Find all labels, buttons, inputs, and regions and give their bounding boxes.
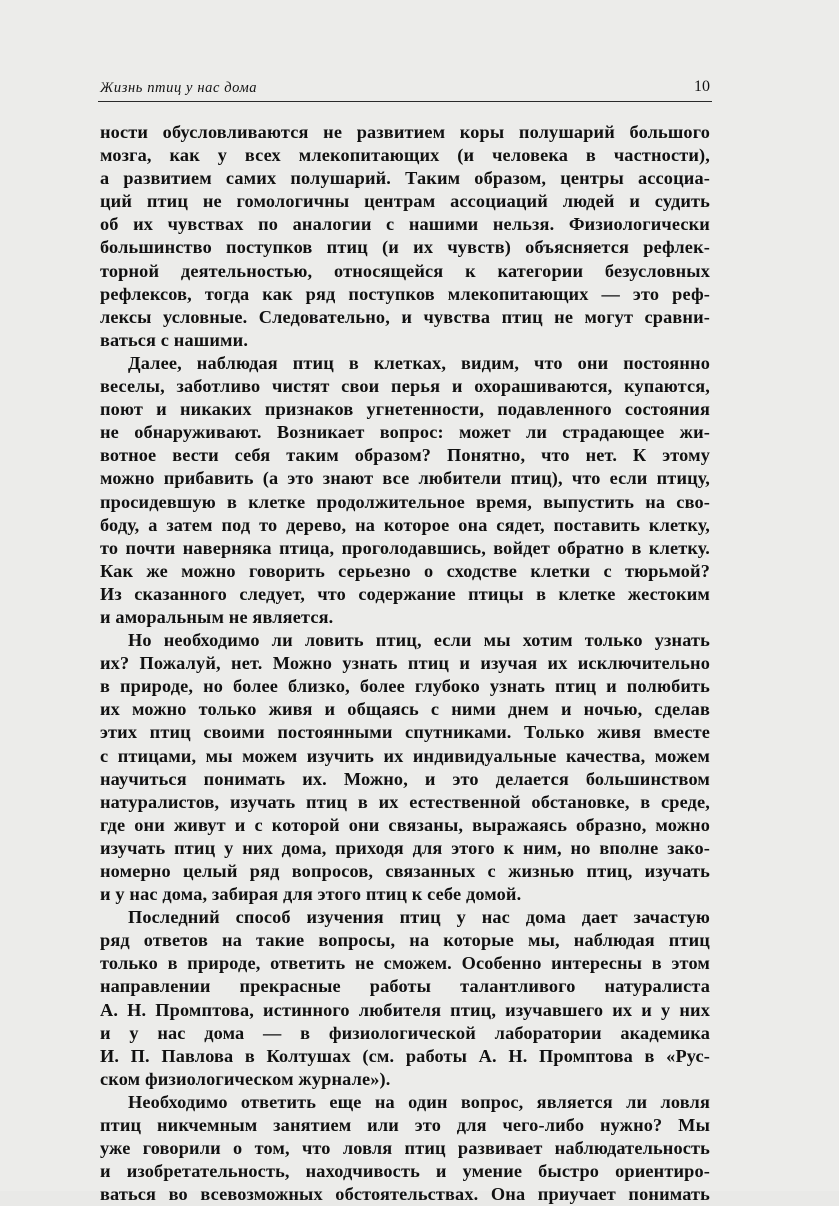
- paragraph-first-line: Но необходимо ли ловить птиц, если мы хотим только узнать: [128, 630, 710, 651]
- text-line: ском физиологическом журнале»).: [100, 1068, 391, 1089]
- text-line: вотное вести себя таким образом? Понятно, что нет. К этому: [100, 445, 710, 466]
- text-line: и у нас дома — в физиологической лаборатории академика: [100, 1022, 710, 1043]
- text-line: научиться понимать их. Можно, и это делается большинством: [100, 768, 710, 789]
- text-line: а развитием самих полушарий. Таким образом, центры ассоциа-: [100, 168, 710, 189]
- text-line: веселы, заботливо чистят свои перья и охорашиваются, купаются,: [100, 376, 710, 397]
- text-line: где они живут и с которой они связаны, выражаясь образно, можно: [100, 814, 710, 835]
- text-line: ваться с нашими.: [100, 329, 249, 350]
- text-line: их можно только живя и общаясь с ними днем и ночью, сделав: [100, 699, 710, 720]
- text-line: их? Пожалуй, нет. Можно узнать птиц и изучая их исключительно: [100, 653, 710, 674]
- text-line: мозга, как у всех млекопитающих (и человека в частности),: [100, 145, 710, 166]
- paragraph-first-line: Последний способ изучения птиц у нас дома дает зачастую: [128, 907, 710, 928]
- text-line: этих птиц своими постоянными спутниками. Только живя вместе: [100, 722, 710, 743]
- paragraph-first-line: Необходимо ответить еще на один вопрос, является ли ловля: [128, 1091, 710, 1112]
- text-line: с птицами, мы можем изучить их индивидуальные качества, можем: [100, 745, 710, 766]
- text-line: ваться во всевозможных обстоятельствах. Она приучает понимать: [100, 1184, 710, 1205]
- text-line: ций птиц не гомологичны центрам ассоциаций людей и судить: [100, 191, 710, 212]
- text-line: ности обусловливаются не развитием коры полушарий большого: [100, 122, 710, 142]
- text-line: ряд ответов на такие вопросы, на которые мы, наблюдая птиц: [100, 930, 710, 951]
- text-line: об их чувствах по аналогии с нашими нельзя. Физиологически: [100, 214, 710, 235]
- body-text: [100, 121, 710, 1206]
- text-line: можно прибавить (а это знают все любители птиц), что если птицу,: [100, 468, 710, 489]
- text-line: и изобретательность, находчивость и умение быстро ориентиро-: [100, 1161, 710, 1182]
- text-line: направлении прекрасные работы талантливого натуралиста: [100, 976, 710, 997]
- text-line: только в природе, ответить не сможем. Особенно интересны в этом: [100, 953, 710, 974]
- text-line: большинство поступков птиц (и их чувств) объясняется рефлек-: [100, 237, 710, 258]
- text-line: уже говорили о том, что ловля птиц развивает наблюдательность: [100, 1138, 710, 1159]
- text-line: натуралистов, изучать птиц в их естественной обстановке, в среде,: [100, 791, 710, 812]
- running-title: Жизнь птиц у нас дома: [100, 80, 258, 96]
- header-rule: [98, 101, 712, 102]
- text-line: то почти наверняка птица, проголодавшись, войдет обратно в клетку.: [100, 537, 710, 558]
- text-line: Из сказанного следует, что содержание птицы в клетке жестоким: [100, 583, 710, 604]
- page-number: 10: [694, 78, 710, 95]
- text-line: и аморальным не является.: [100, 606, 334, 627]
- paragraph-first-line: Далее, наблюдая птиц в клетках, видим, что они постоянно: [128, 352, 710, 373]
- text-line: номерно целый ряд вопросов, связанных с жизнью птиц, изучать: [100, 861, 710, 881]
- text-line: А. Н. Промптова, истинного любителя птиц, изучавшего их и у них: [100, 999, 710, 1020]
- text-line: Как же можно говорить серьезно о сходстве клетки с тюрьмой?: [100, 560, 710, 581]
- text-line: и у нас дома, забирая для этого птиц к себе домой.: [100, 884, 522, 905]
- text-line: просидевшую в клетке продолжительное время, выпустить на сво-: [100, 491, 710, 512]
- text-line: птиц никчемным занятием или это для чего-либо нужно? Мы: [100, 1115, 710, 1136]
- text-line: боду, а затем под то дерево, на которое она сядет, поставить клетку,: [100, 514, 710, 535]
- text-line: изучать птиц у них дома, приходя для этого к ним, но вполне зако-: [100, 837, 710, 858]
- text-line: в природе, но более близко, более глубоко узнать птиц и полюбить: [100, 676, 710, 697]
- text-line: поют и никаких признаков угнетенности, подавленного состояния: [100, 399, 710, 420]
- text-line: не обнаруживают. Возникает вопрос: может ли страдающее жи-: [100, 422, 710, 443]
- text-line: лексы условные. Следовательно, и чувства птиц не могут сравни-: [100, 306, 710, 327]
- text-line: И. П. Павлова в Колтушах (см. работы А. Н. Промптова в «Рус-: [100, 1045, 710, 1066]
- text-line: торной деятельностью, относящейся к категории безусловных: [100, 260, 710, 281]
- text-line: рефлексов, тогда как ряд поступков млекопитающих — это реф-: [100, 283, 710, 304]
